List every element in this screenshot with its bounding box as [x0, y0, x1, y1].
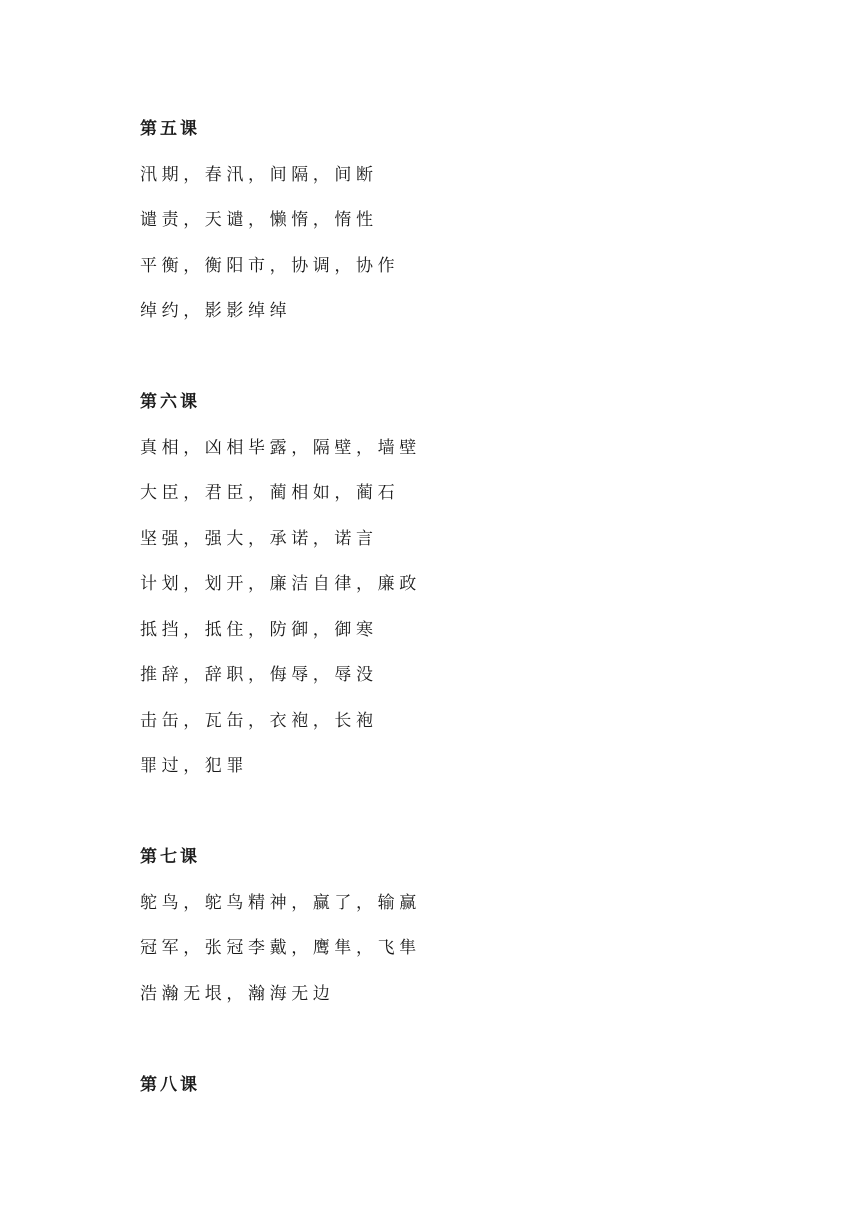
- vocab-line: 大臣，君臣，蔺相如，蔺石: [140, 483, 400, 503]
- lesson-title: 第五课: [140, 119, 200, 139]
- vocab-line: 罪过，犯罪: [140, 756, 248, 776]
- lesson-title: 第八课: [140, 1074, 200, 1095]
- vocab-line: 击缶，瓦缶，衣袍，长袍: [140, 710, 378, 731]
- vocab-line: 谴责，天谴，懒惰，惰性: [140, 210, 378, 230]
- section-gap: [140, 343, 868, 389]
- section-gap: [140, 1025, 868, 1071]
- lesson-7: [140, 843, 868, 1008]
- vocab-line: 汛期，春汛，间隔，间断: [140, 164, 378, 185]
- lesson-5: [140, 115, 868, 325]
- lesson-6: [140, 388, 868, 780]
- vocab-line: 抵挡，抵住，防御，御寒: [140, 619, 378, 640]
- lesson-8: [140, 1071, 868, 1099]
- vocab-line: 坚强，强大，承诺，诺言: [140, 528, 378, 549]
- lesson-title: 第六课: [140, 392, 200, 412]
- section-gap: [140, 798, 868, 844]
- vocab-line: 真相，凶相毕露，隔壁，墙壁: [140, 437, 421, 458]
- vocab-line: 计划，划开，廉洁自律，廉政: [140, 574, 421, 594]
- vocab-line: 冠军，张冠李戴，鹰隼，飞隼: [140, 938, 421, 958]
- lesson-title: 第七课: [140, 847, 200, 867]
- vocab-line: 浩瀚无垠，瀚海无边: [140, 983, 335, 1004]
- vocab-line: 平衡，衡阳市，协调，协作: [140, 255, 400, 276]
- vocab-line: 鸵鸟，鸵鸟精神，赢了，输赢: [140, 892, 421, 913]
- vocab-line: 绰约，影影绰绰: [140, 301, 292, 321]
- vocab-line: 推辞，辞职，侮辱，辱没: [140, 665, 378, 685]
